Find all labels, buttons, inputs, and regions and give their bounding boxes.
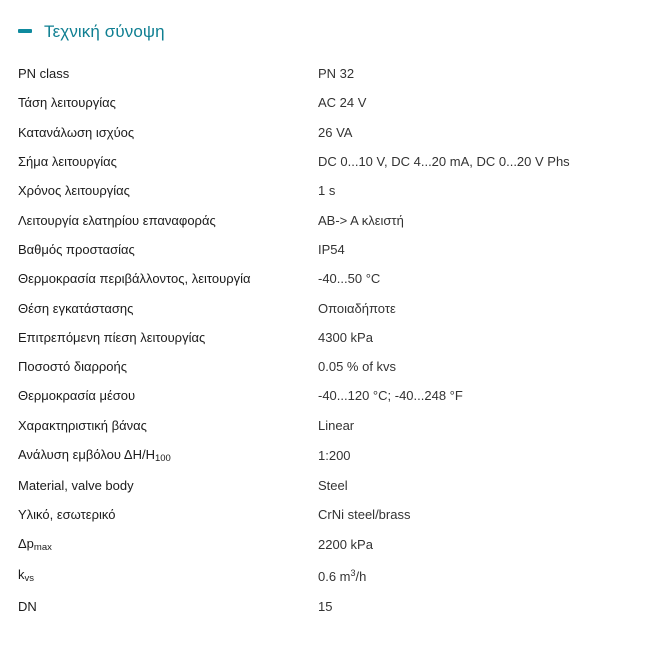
spec-label: Χαρακτηριστική βάνας [18,417,147,433]
spec-value: Steel [318,478,348,493]
spec-row-max-differential-pressure [18,529,638,560]
spec-label: Σήμα λειτουργίας [18,154,117,170]
spec-value: Οποιαδήποτε [318,300,396,316]
spec-label: Χρόνος λειτουργίας [18,183,130,199]
spec-value-main: 0.6 m [318,568,351,584]
spec-row-installation-position [18,293,638,322]
spec-row-ambient-temperature [18,264,638,293]
spec-value: 1 s [318,183,336,199]
spec-row-stroke-resolution [18,440,638,471]
spec-value: 0.05 % of kvs [318,359,397,375]
spec-label: Κατανάλωση ισχύος [18,124,135,140]
spec-label-subscript: 100 [154,452,171,464]
spec-row-leakage-rate [18,352,638,381]
spec-value: CrNi steel/brass [318,507,411,523]
spec-label: Θερμοκρασία μέσου [18,388,136,404]
spec-label [18,568,318,584]
spec-value: PN 32 [318,66,355,82]
spec-row-spring-return [18,205,638,234]
spec-value-tail: /h [355,568,367,584]
spec-row-protection-class [18,235,638,264]
spec-label: Θερμοκρασία περιβάλλοντος, λειτουργία [18,271,251,287]
spec-row-operating-signal [18,147,638,176]
spec-label [18,448,318,464]
spec-label: Θέση εγκατάστασης [18,300,134,316]
spec-label: Material, valve body [18,478,134,493]
spec-label: Λειτουργία ελατηρίου επαναφοράς [18,212,216,228]
spec-row-medium-temperature [18,381,638,410]
spec-row-power-consumption [18,118,638,147]
spec-label-subscript: max [33,542,52,554]
spec-row-operating-time [18,176,638,205]
spec-value: -40...50 °C [318,271,381,287]
spec-row-pn-class [18,59,638,88]
spec-label: Βαθμός προστασίας [18,241,135,257]
spec-label: Υλικό, εσωτερικό [18,507,116,523]
spec-value: -40...120 °C; -40...248 °F [318,388,463,404]
spec-value: 2200 kPa [318,537,373,553]
spec-value: 4300 kPa [318,329,373,345]
spec-value-superscript: 3 [350,567,356,578]
spec-row-kvs [18,560,638,591]
minus-icon[interactable] [18,24,32,38]
section-title: Τεχνική σύνοψη [44,21,165,41]
spec-label-main: k [18,567,25,583]
spec-label-main: Δp [18,536,34,552]
spec-label [18,537,318,553]
spec-label: PN class [18,66,70,82]
spec-row-valve-body-material [18,471,638,500]
spec-row-valve-characteristic [18,411,638,440]
spec-value: 26 VA [318,124,353,140]
spec-value: 15 [318,598,333,614]
spec-value: IP54 [318,241,345,257]
spec-label-subscript: vs [24,573,34,585]
spec-value: Linear [318,417,355,433]
specifications-list [18,59,638,621]
spec-value: 1:200 [318,447,351,463]
spec-label-main: Ανάλυση εμβόλου ΔΗ/Η [18,446,155,462]
spec-row-dn [18,591,638,620]
spec-row-internal-material [18,500,638,529]
spec-value [318,569,366,583]
spec-value: AB-> A κλειστή [318,212,404,228]
spec-label: Επιτρεπόμενη πίεση λειτουργίας [18,329,206,345]
spec-label: DN [18,598,37,614]
spec-label: Τάση λειτουργίας [18,95,116,111]
spec-row-operating-voltage [18,88,638,117]
spec-label: Ποσοστό διαρροής [18,359,128,375]
spec-value: AC 24 V [318,95,367,111]
technical-summary-toggle[interactable] [18,18,165,44]
spec-value: DC 0...10 V, DC 4...20 mA, DC 0...20 V Phs [318,154,570,170]
spec-row-operating-pressure [18,323,638,352]
